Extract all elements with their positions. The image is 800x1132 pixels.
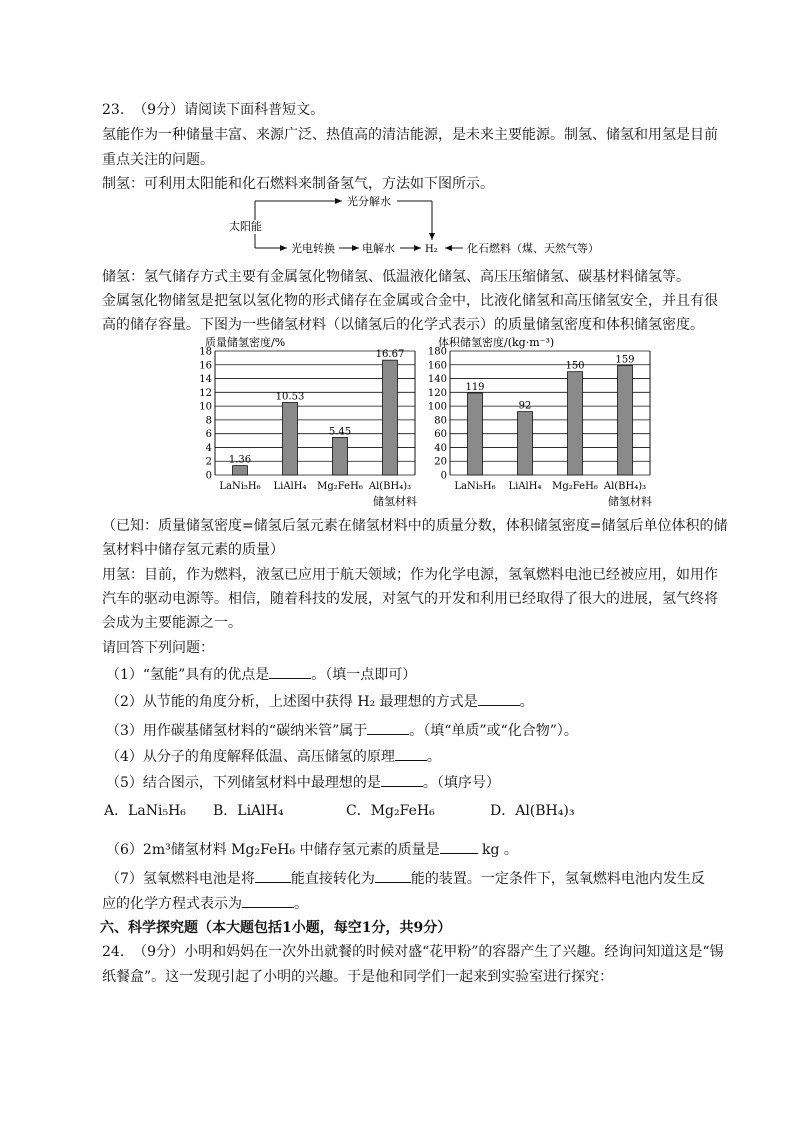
q24-line-2: 纸餐盒”。这一发现引起了小明的兴趣。于是他和同学们一起来到实验室进行探究： — [102, 969, 614, 985]
x-tick-label: Al(BH₄)₃ — [368, 481, 412, 492]
sub-question-1 — [106, 664, 416, 684]
option-c[interactable]: C．Mg₂FeH₆ — [346, 803, 435, 819]
question-text: 应的化学方程式表示为 — [102, 896, 242, 912]
question-text: （3）用作碳基储氢材料的“碳纳米管”属于 — [106, 723, 368, 739]
sub-question-7 — [106, 868, 705, 888]
y-tick-label: 180 — [427, 346, 447, 358]
sub-question-5 — [106, 772, 500, 792]
question-text: 能的装置。一定条件下，氢氧燃料电池内发生反 — [410, 871, 705, 887]
question-text: 中储存氢元素的质量是 — [299, 842, 440, 858]
q24-line-1 — [102, 943, 724, 961]
option-a[interactable]: A．LaNi₅H₆ — [104, 803, 186, 819]
y-tick-label: 8 — [205, 415, 212, 427]
paragraph-line: 氢能作为一种储量丰富、来源广泛、热值高的清洁能源，是未来主要能源。制氢、储氢和用氢是目前 — [102, 127, 718, 143]
bar — [618, 365, 633, 475]
photo-conversion-label: 光电转换 — [291, 242, 335, 255]
data-label: 5.45 — [328, 426, 352, 438]
chart-title: 质量储氢密度/% — [205, 336, 286, 349]
paragraph-line: （已知：质量储氢密度=储氢后氢元素在储氢材料中的质量分数，体积储氢密度=储氢后单位体积的储 — [102, 518, 728, 534]
question-text: （4）从分子的角度解释低温、高压储氢的原理 — [106, 749, 395, 765]
bar — [468, 393, 483, 475]
question-text: 。 — [426, 749, 441, 765]
q23-header — [102, 101, 324, 119]
answer-blank[interactable] — [375, 868, 411, 883]
h2-label: H₂ — [425, 244, 438, 255]
answer-blank[interactable] — [478, 691, 520, 706]
x-tick-label: Mg₂FeH₆ — [552, 481, 598, 492]
mass-density-chart — [195, 335, 430, 513]
x-tick-label: LiAlH₄ — [508, 481, 542, 492]
question-text: （9分）小明和妈妈在一次外出就餐的时候对盛“花甲粉”的容器产生了兴趣。经询问知道这是“锡 — [133, 944, 724, 960]
paragraph-line: 高的储存容量。下图为一些储氢材料（以储氢后的化学式表示）的质量储氢密度和体积储氢密度。 — [102, 317, 704, 333]
y-tick-label: 16 — [199, 360, 212, 372]
question-text: 。 — [519, 694, 534, 710]
sub-question-4 — [106, 746, 441, 766]
y-tick-label: 18 — [199, 346, 212, 358]
paragraph-line: 会成为主要能源之一。 — [102, 615, 242, 631]
question-text: 最理想的方式是 — [379, 694, 478, 710]
data-label: 150 — [565, 360, 585, 372]
data-label: 16.67 — [375, 349, 405, 361]
x-tick-label: Mg₂FeH₆ — [317, 481, 363, 492]
sub-question-2 — [106, 691, 534, 711]
y-tick-label: 12 — [199, 387, 212, 399]
data-label: 159 — [615, 354, 635, 366]
question-text: （1）“氢能”具有的优点是 — [106, 667, 270, 683]
formula: Mg₂FeH₆ — [231, 842, 296, 858]
bar — [568, 372, 583, 475]
answer-blank[interactable] — [381, 772, 423, 787]
question-text: kg 。 — [482, 842, 518, 858]
data-label: 92 — [518, 400, 532, 412]
y-tick-label: 10 — [199, 401, 212, 413]
paragraph-line: 重点关注的问题。 — [102, 152, 214, 168]
volume-density-chart — [420, 335, 670, 513]
question-text: 。（填序号） — [422, 775, 500, 791]
y-tick-label: 20 — [434, 456, 447, 468]
question-text: 。（填一点即可） — [311, 667, 417, 683]
x-tick-label: LaNi₅H₆ — [454, 481, 496, 492]
x-tick-label: Al(BH₄)₃ — [603, 481, 647, 492]
option-d[interactable]: D．Al(BH₄)₃ — [490, 803, 575, 819]
solar-label: 太阳能 — [229, 220, 262, 233]
answer-blank[interactable] — [269, 664, 311, 679]
paragraph-line: 请回答下列问题： — [102, 640, 214, 656]
paragraph-line: 用氢：目前，作为燃料，液氢已应用于航天领域；作为化学电源，氢氧燃料电池已经被应用，如用作 — [102, 567, 718, 583]
y-tick-label: 160 — [427, 360, 447, 372]
bar — [233, 466, 248, 475]
bar — [283, 402, 298, 475]
y-tick-label: 120 — [427, 387, 447, 399]
option-b[interactable]: B．LiAlH₄ — [213, 803, 284, 819]
y-tick-label: 140 — [427, 374, 447, 386]
formula: H₂ — [357, 694, 376, 710]
chart-title: 体积储氢密度/(kg·m⁻³) — [438, 336, 555, 349]
y-tick-label: 80 — [434, 415, 447, 427]
hydrogen-production-diagram — [225, 192, 645, 262]
y-tick-label: 40 — [434, 442, 447, 454]
q23-number: 23. — [102, 102, 125, 118]
bar — [333, 437, 348, 475]
question-text: 。 — [294, 896, 308, 912]
paragraph-line: 储氢：氢气储存方式主要有金属氢化物储氢、低温液化储氢、高压压缩储氢、碳基材料储氢等。 — [102, 269, 690, 285]
paragraph-line: 汽车的驱动电源等。相信，随着科技的发展，对氢气的开发和利用已经取得了很大的进展，氢气终将 — [102, 591, 718, 607]
bar — [383, 360, 398, 475]
paragraph-line: 制氢：可利用太阳能和化石燃料来制备氢气，方法如下图所示。 — [102, 176, 494, 192]
x-axis-label: 储氢材料 — [373, 495, 417, 508]
answer-blank[interactable] — [255, 868, 291, 883]
question-text: （7）氢氧燃料电池是将 — [106, 871, 255, 887]
question-text: （6）2m³储氢材料 — [106, 842, 227, 858]
sub-question-7-cont — [102, 893, 308, 913]
question-text: 。（填“单质”或“化合物”）。 — [409, 723, 578, 739]
photo-split-label: 光分解水 — [347, 195, 391, 208]
data-label: 119 — [465, 382, 485, 394]
data-label: 10.53 — [275, 391, 305, 403]
answer-blank[interactable] — [440, 839, 478, 854]
bar — [518, 412, 533, 475]
fossil-fuel-label: 化石燃料（煤、天然气等） — [467, 242, 599, 255]
sub-question-3 — [106, 720, 578, 740]
question-text: （5）结合图示，下列储氢材料中最理想的是 — [106, 775, 381, 791]
y-tick-label: 4 — [205, 442, 212, 454]
x-tick-label: LaNi₅H₆ — [219, 481, 261, 492]
y-tick-label: 100 — [427, 401, 447, 413]
y-tick-label: 14 — [199, 374, 212, 386]
x-axis-label: 储氢材料 — [608, 495, 652, 508]
answer-blank[interactable] — [242, 893, 294, 908]
y-tick-label: 60 — [434, 429, 447, 441]
q23-intro: （9分）请阅读下面科普短文。 — [133, 102, 325, 118]
y-tick-label: 0 — [205, 470, 212, 482]
answer-blank[interactable] — [395, 746, 427, 761]
data-label: 1.36 — [228, 454, 252, 466]
y-tick-label: 0 — [440, 470, 447, 482]
question-text: （2）从节能的角度分析，上述图中获得 — [106, 694, 353, 710]
paragraph-line: 金属氢化物储氢是把氢以氢化物的形式储存在金属或合金中，比液化储氢和高压储氢安全，并且有很 — [102, 293, 718, 309]
answer-blank[interactable] — [367, 720, 409, 735]
x-tick-label: LiAlH₄ — [273, 481, 307, 492]
sub-question-6 — [106, 839, 518, 859]
y-tick-label: 2 — [205, 456, 212, 468]
electrolysis-label: 电解水 — [362, 242, 395, 255]
paragraph-line: 氢材料中储存氢元素的质量） — [102, 542, 284, 558]
question-text: 能直接转化为 — [290, 871, 375, 887]
section-heading: 六、科学探究题（本大题包括1小题，每空1分，共9分） — [100, 920, 452, 936]
q24-number: 24. — [102, 944, 125, 960]
y-tick-label: 6 — [205, 429, 212, 441]
